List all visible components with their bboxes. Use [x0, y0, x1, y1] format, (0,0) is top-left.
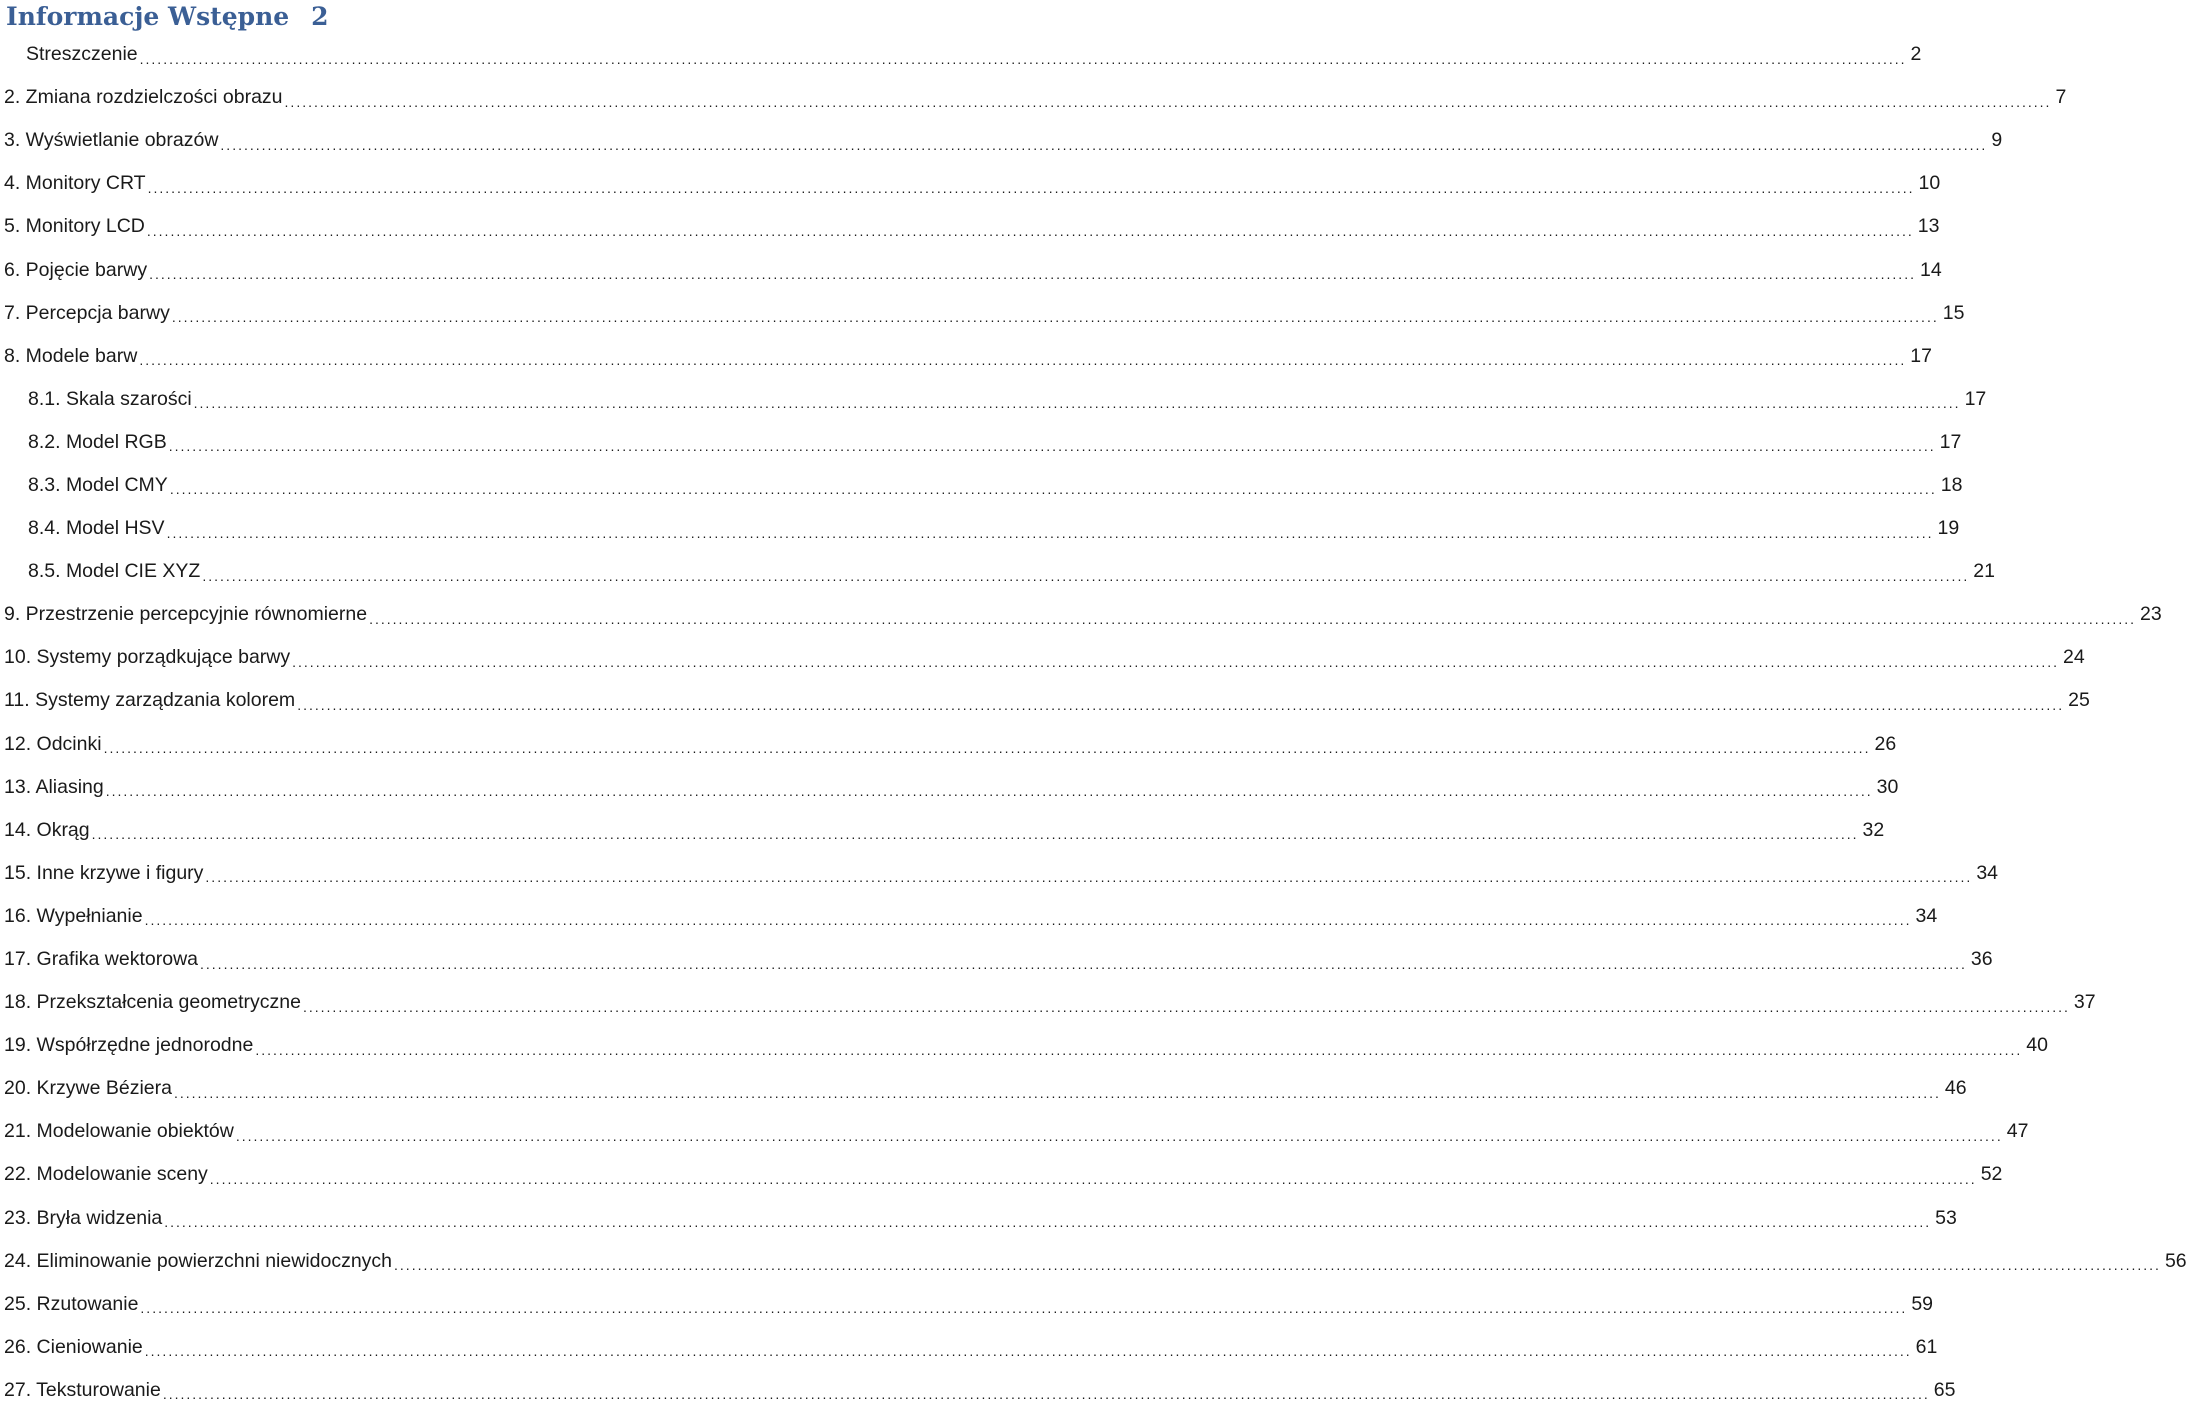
toc-entry-page-number: 17	[1939, 430, 1962, 453]
toc-leader-dots: ............................................................................................................................................................................................................................................................................................................	[302, 998, 2070, 1015]
toc-leader-dots: ............................................................................................................................................................................................................................................................................................................	[140, 1300, 1908, 1317]
toc-entry-label: 17. Grafika wektorowa	[0, 948, 200, 971]
toc-leader-dots: ............................................................................................................................................................................................................................................................................................................	[174, 1084, 1941, 1101]
toc-entry-label: 25. Rzutowanie	[0, 1293, 140, 1316]
toc-entry-label: 19. Współrzędne jednorodne	[0, 1034, 255, 1057]
toc-leader-dots: ............................................................................................................................................................................................................................................................................................................	[171, 309, 1939, 326]
toc-entry-page-number: 53	[1935, 1206, 1957, 1229]
toc-entry-page-number: 9	[1991, 129, 2003, 152]
toc-entry[interactable]	[0, 1153, 2003, 1196]
toc-entry[interactable]	[0, 679, 2090, 722]
toc-entry-page-number: 2	[1910, 43, 1922, 66]
toc-entry[interactable]	[0, 1110, 2029, 1153]
toc-entry-label: 22. Modelowanie sceny	[0, 1163, 210, 1186]
toc-leader-dots: ............................................................................................................................................................................................................................................................................................................	[169, 481, 1937, 498]
toc-entry[interactable]	[0, 292, 1965, 335]
toc-entry[interactable]	[0, 636, 2085, 679]
toc-leader-dots: ............................................................................................................................................................................................................................................................................................................	[164, 1214, 1932, 1231]
toc-entry-page-number: 34	[1976, 861, 1999, 884]
toc-entry-page-number: 65	[1933, 1378, 1956, 1401]
toc-leader-dots: ............................................................................................................................................................................................................................................................................................................	[284, 93, 2052, 110]
toc-leader-dots: ............................................................................................................................................................................................................................................................................................................	[166, 524, 1934, 541]
toc-entry-page-number: 34	[1915, 904, 1938, 927]
toc-entry-label: 8. Modele barw	[0, 345, 139, 368]
toc-entry[interactable]	[0, 1240, 2187, 1283]
toc-entry-page-number: 15	[1942, 301, 1965, 324]
toc-entry-page-number: 23	[2140, 603, 2162, 626]
toc-leader-dots: ............................................................................................................................................................................................................................................................................................................	[146, 222, 1914, 239]
toc-entry-page-number: 25	[2068, 689, 2090, 712]
toc-entry-label: 4. Monitory CRT	[0, 172, 148, 195]
toc-leader-dots: ............................................................................................................................................................................................................................................................................................................	[205, 869, 1973, 886]
toc-entry-page-number: 18	[1940, 473, 1963, 496]
toc-entry-label: 8.4. Model HSV	[0, 517, 167, 540]
toc-entry-page-number: 59	[1911, 1292, 1934, 1315]
toc-entry[interactable]	[0, 981, 2096, 1024]
toc-entry[interactable]	[0, 766, 1899, 809]
table-of-contents	[0, 33, 2187, 1412]
toc-entry[interactable]	[0, 852, 1999, 895]
toc-entry-label: 12. Odcinki	[0, 733, 104, 756]
toc-leader-dots: ............................................................................................................................................................................................................................................................................................................	[220, 136, 1988, 153]
toc-entry[interactable]	[0, 1283, 1934, 1326]
toc-entry[interactable]	[0, 119, 2003, 162]
toc-entry-page-number: 7	[2055, 86, 2067, 109]
toc-entry-page-number: 61	[1915, 1335, 1938, 1358]
toc-leader-dots: ............................................................................................................................................................................................................................................................................................................	[91, 826, 1859, 843]
toc-entry-page-number: 46	[1944, 1077, 1967, 1100]
toc-leader-dots: ............................................................................................................................................................................................................................................................................................................	[139, 352, 1907, 369]
toc-leader-dots: ............................................................................................................................................................................................................................................................................................................	[193, 395, 1961, 412]
toc-entry-label: 15. Inne krzywe i figury	[0, 862, 205, 885]
heading-page-number: 2	[311, 2, 329, 31]
toc-entry-page-number: 56	[2164, 1249, 2187, 1272]
toc-entry[interactable]	[0, 895, 1938, 938]
toc-entry-page-number: 52	[1980, 1163, 2003, 1186]
toc-entry[interactable]	[0, 421, 1962, 464]
toc-entry-label: 14. Okrąg	[0, 819, 92, 842]
toc-entry-label: 10. Systemy porządkujące barwy	[0, 646, 292, 669]
toc-entry-label: Streszczenie	[0, 43, 140, 66]
toc-leader-dots: ............................................................................................................................................................................................................................................................................................................	[162, 1386, 1930, 1403]
toc-entry-label: 26. Cieniowanie	[0, 1336, 145, 1359]
toc-entry-page-number: 40	[2026, 1034, 2048, 1057]
toc-entry-label: 18. Przekształcenia geometryczne	[0, 991, 303, 1014]
toc-entry-label: 24. Eliminowanie powierzchni niewidocznych	[0, 1250, 394, 1273]
toc-entry-label: 7. Percepcja barwy	[0, 302, 172, 325]
toc-entry-label: 3. Wyświetlanie obrazów	[0, 129, 220, 152]
toc-heading	[6, 0, 329, 34]
toc-leader-dots: ............................................................................................................................................................................................................................................................................................................	[297, 696, 2065, 713]
toc-leader-dots: ............................................................................................................................................................................................................................................................................................................	[369, 610, 2136, 627]
toc-leader-dots: ............................................................................................................................................................................................................................................................................................................	[168, 438, 1936, 455]
toc-entry[interactable]	[0, 550, 1995, 593]
toc-entry[interactable]	[0, 507, 1960, 550]
toc-entry-label: 20. Krzywe Béziera	[0, 1077, 174, 1100]
toc-entry[interactable]	[0, 1067, 1967, 1110]
toc-entry[interactable]	[0, 162, 1941, 205]
toc-leader-dots: ............................................................................................................................................................................................................................................................................................................	[144, 912, 1912, 929]
toc-leader-dots: ............................................................................................................................................................................................................................................................................................................	[105, 783, 1873, 800]
toc-leader-dots: ............................................................................................................................................................................................................................................................................................................	[139, 50, 1907, 67]
toc-entry-page-number: 10	[1918, 172, 1941, 195]
toc-entry-page-number: 26	[1874, 732, 1897, 755]
toc-entry[interactable]	[0, 1326, 1938, 1369]
toc-entry-label: 11. Systemy zarządzania kolorem	[0, 689, 297, 712]
toc-entry-page-number: 19	[1937, 517, 1960, 540]
toc-leader-dots: ............................................................................................................................................................................................................................................................................................................	[144, 1343, 1912, 1360]
toc-entry-label: 23. Bryła widzenia	[0, 1207, 164, 1230]
toc-entry-page-number: 17	[1964, 387, 1987, 410]
toc-entry[interactable]	[0, 1024, 2048, 1067]
toc-entry-label: 6. Pojęcie barwy	[0, 259, 149, 282]
toc-leader-dots: ............................................................................................................................................................................................................................................................................................................	[209, 1170, 1977, 1187]
toc-entry-page-number: 30	[1876, 775, 1899, 798]
toc-entry-label: 8.1. Skala szarości	[0, 388, 194, 411]
toc-entry[interactable]	[0, 593, 2162, 636]
toc-leader-dots: ............................................................................................................................................................................................................................................................................................................	[200, 955, 1967, 972]
toc-entry-label: 8.3. Model CMY	[0, 474, 170, 497]
toc-entry-page-number: 32	[1862, 818, 1885, 841]
toc-leader-dots: ............................................................................................................................................................................................................................................................................................................	[394, 1257, 2161, 1274]
toc-entry-page-number: 47	[2006, 1120, 2029, 1143]
toc-entry-label: 21. Modelowanie obiektów	[0, 1120, 236, 1143]
toc-leader-dots: ............................................................................................................................................................................................................................................................................................................	[103, 740, 1871, 757]
toc-entry[interactable]	[0, 378, 1987, 421]
toc-entry[interactable]	[0, 335, 1932, 378]
toc-entry-label: 8.2. Model RGB	[0, 431, 169, 454]
toc-entry-label: 5. Monitory LCD	[0, 215, 147, 238]
toc-entry[interactable]	[0, 809, 1885, 852]
toc-entry-page-number: 21	[1973, 560, 1995, 583]
toc-entry[interactable]	[0, 938, 1993, 981]
toc-entry-label: 13. Aliasing	[0, 776, 106, 799]
toc-entry-label: 8.5. Model CIE XYZ	[0, 560, 202, 583]
toc-entry-page-number: 14	[1919, 258, 1942, 281]
toc-entry-page-number: 37	[2073, 991, 2096, 1014]
toc-leader-dots: ............................................................................................................................................................................................................................................................................................................	[202, 567, 1970, 584]
toc-entry-page-number: 36	[1970, 948, 1993, 971]
toc-entry-label: 2. Zmiana rozdzielczości obrazu	[0, 86, 285, 109]
toc-entry-label: 16. Wypełnianie	[0, 905, 145, 928]
toc-entry[interactable]	[0, 205, 1940, 248]
toc-entry[interactable]	[0, 464, 1963, 507]
toc-entry-label: 27. Teksturowanie	[0, 1379, 163, 1402]
toc-entry[interactable]	[0, 76, 2067, 119]
toc-entry[interactable]	[0, 33, 1922, 76]
toc-leader-dots: ............................................................................................................................................................................................................................................................................................................	[292, 653, 2060, 670]
heading-title: Informacje Wstępne	[6, 2, 290, 31]
toc-entry[interactable]	[0, 1197, 1957, 1240]
toc-leader-dots: ............................................................................................................................................................................................................................................................................................................	[255, 1041, 2023, 1058]
toc-entry[interactable]	[0, 723, 1897, 766]
toc-entry-page-number: 24	[2063, 646, 2085, 669]
toc-leader-dots: ............................................................................................................................................................................................................................................................................................................	[149, 266, 1916, 283]
toc-entry[interactable]	[0, 1369, 1956, 1412]
toc-entry-label: 9. Przestrzenie percepcyjnie równomierne	[0, 603, 369, 626]
toc-entry[interactable]	[0, 248, 1942, 291]
toc-leader-dots: ............................................................................................................................................................................................................................................................................................................	[147, 179, 1915, 196]
toc-entry-page-number: 17	[1910, 344, 1932, 367]
toc-entry-page-number: 13	[1917, 215, 1940, 238]
toc-leader-dots: ............................................................................................................................................................................................................................................................................................................	[235, 1127, 2003, 1144]
